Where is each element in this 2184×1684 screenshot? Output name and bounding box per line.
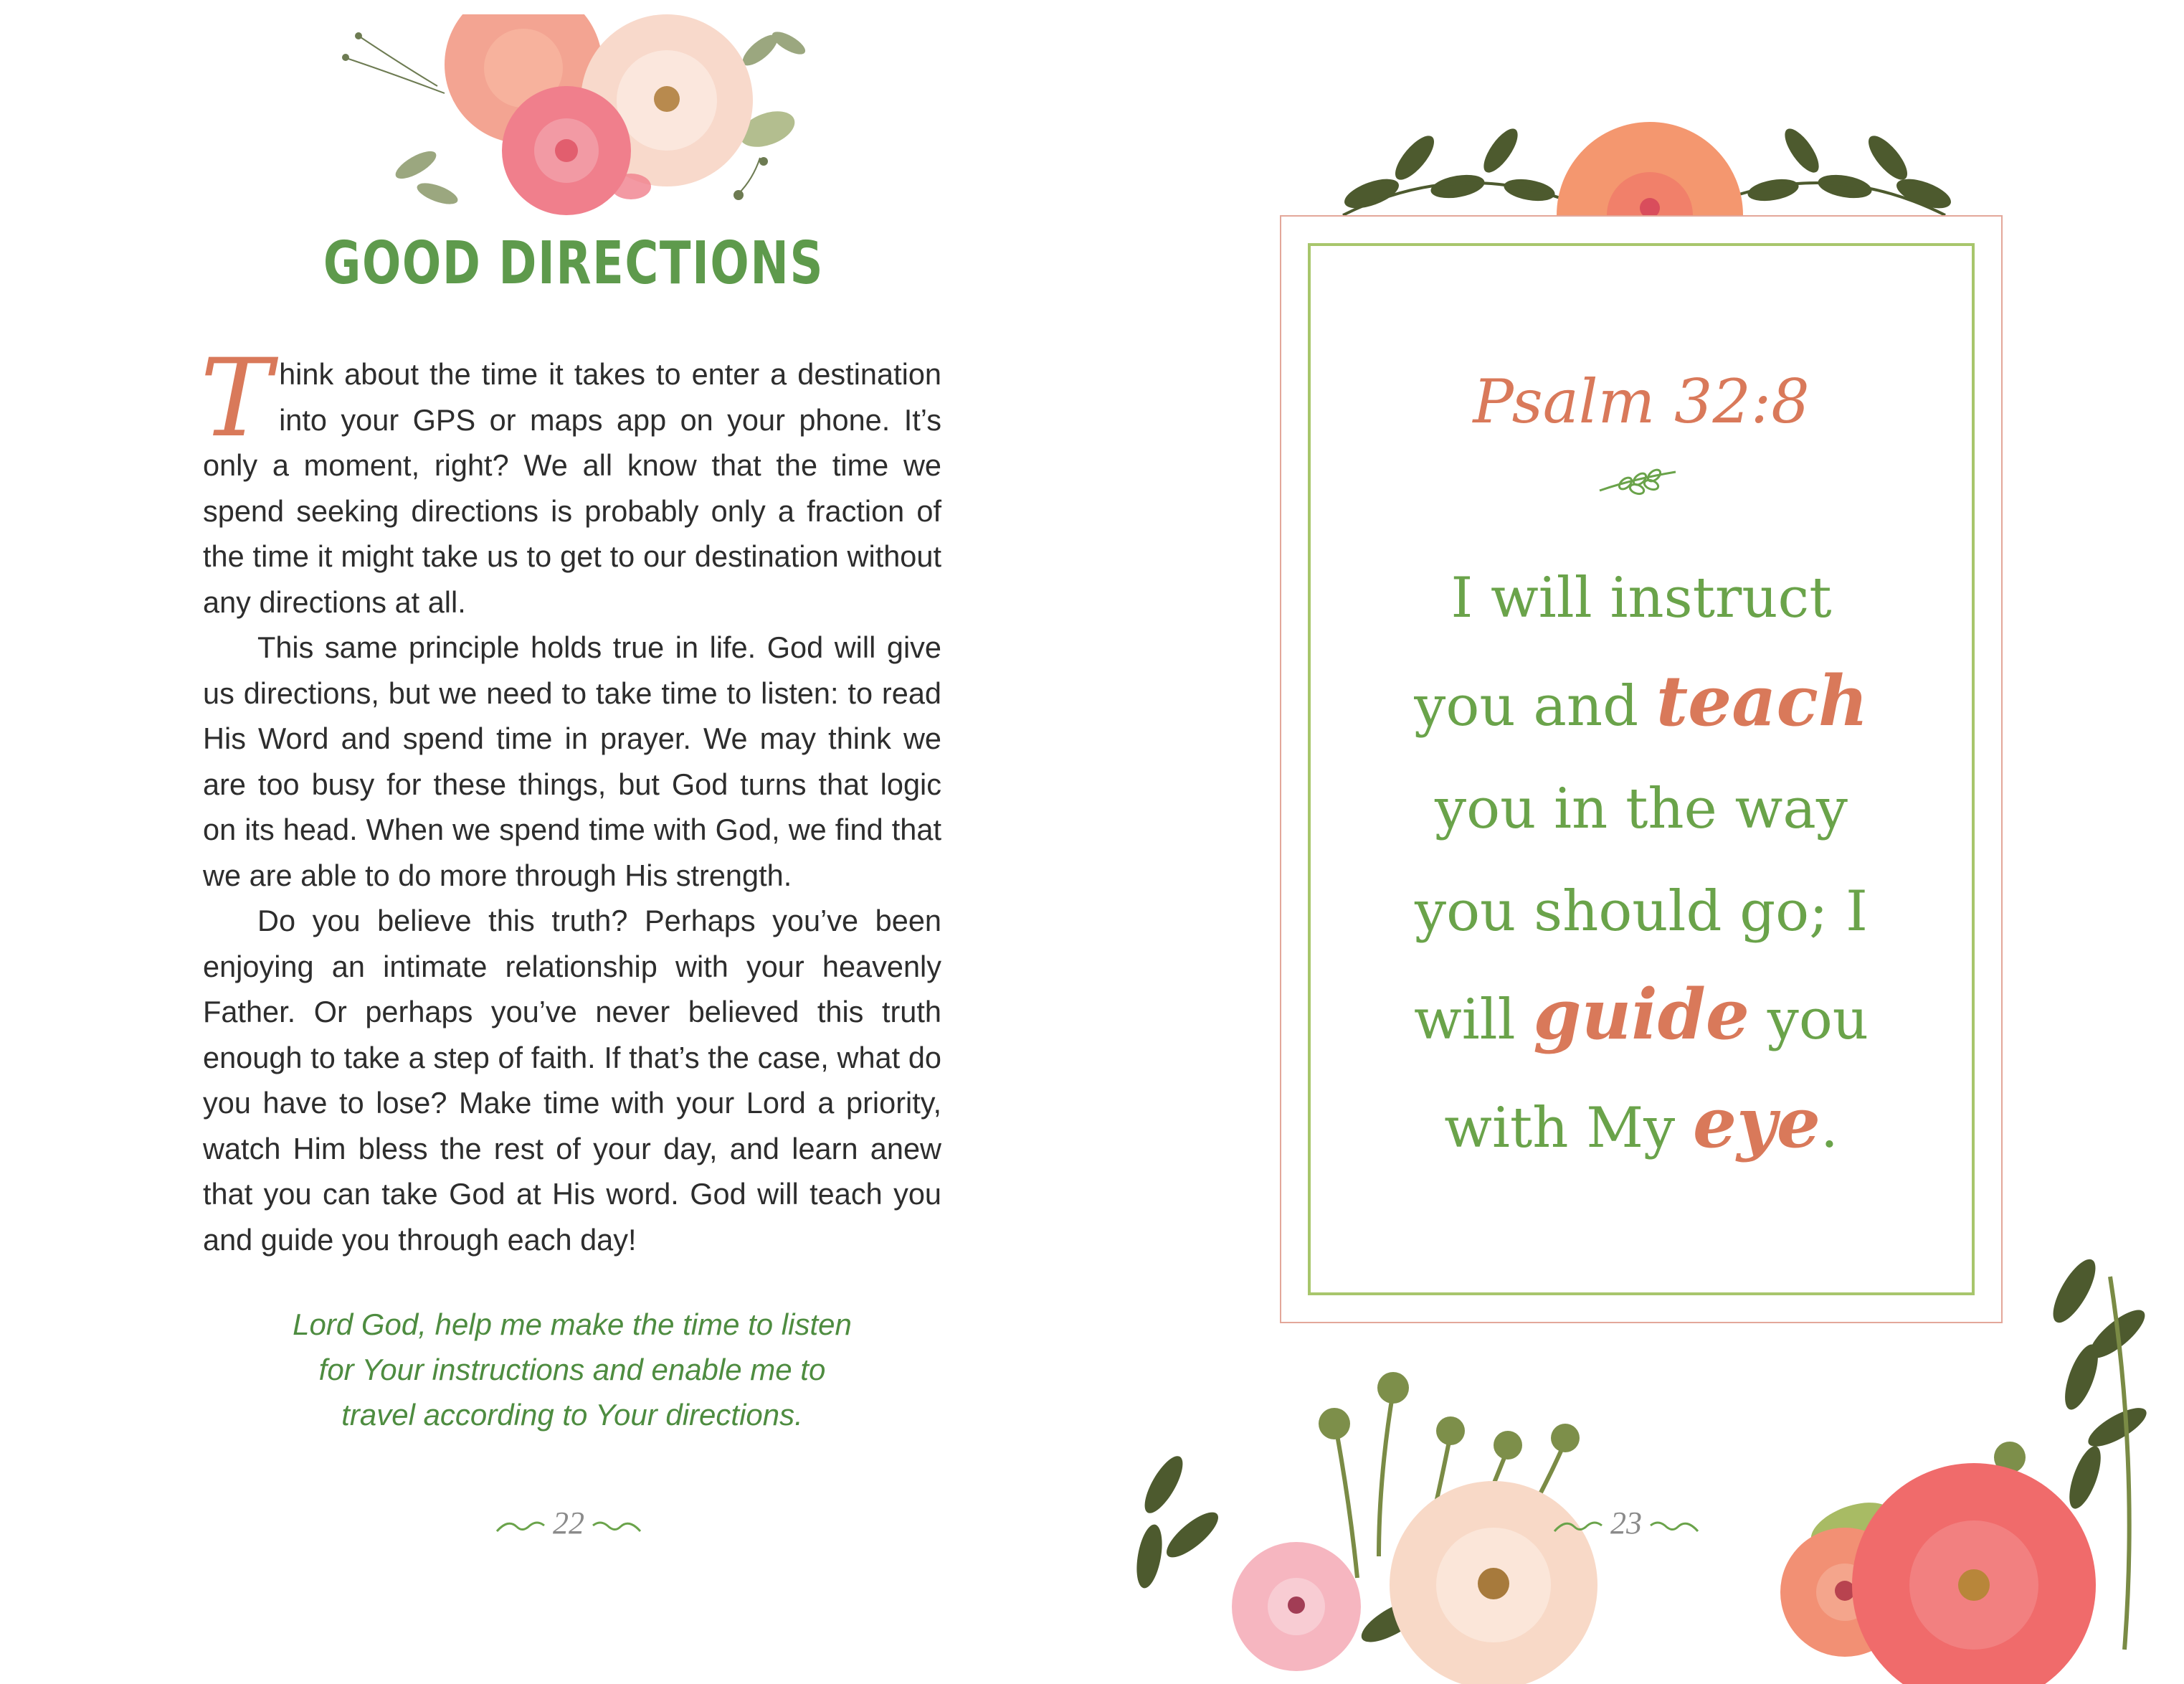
verse-line-1: I will instruct (1451, 566, 1832, 630)
devotional-body (200, 336, 941, 1262)
page-number-right: 23 (1547, 1505, 1705, 1541)
scripture-card-inner-border (1308, 243, 1975, 1295)
scripture-reference: Psalm 32:8 (1473, 366, 1810, 437)
page-title: GOOD DIRECTIONS (323, 230, 825, 298)
scripture-card (1280, 215, 2003, 1323)
paragraph-1-text: hink about the time it takes to enter a destination into your GPS or maps app on your phone. It’s only a moment, right? We all know that the time we spend seeking directions is probably only a fraction of the time it might take us to get to our destination without any directions at all. (203, 357, 941, 619)
paragraph-1 (200, 336, 941, 625)
prayer-line-1: Lord God, help me make the time to listen (293, 1307, 852, 1341)
floral-header-illustration (330, 14, 832, 230)
right-page (1092, 0, 2184, 1684)
drop-cap: T (200, 336, 272, 461)
emphasis-eye: eye (1693, 1082, 1820, 1163)
swirl-ornament-icon (1649, 1515, 1699, 1537)
swirl-ornament-icon (1553, 1515, 1603, 1537)
verse-line-2: you and teach (1414, 661, 1869, 742)
paragraph-2: This same principle holds true in life. God will give us directions, but we need to take time to listen: to read His Word and spend time in prayer. We may think we are too busy for these things, but God turns that logic on its head. When we spend time with God, we find that we are able to do more through His strength. (203, 630, 941, 892)
swirl-ornament-icon (495, 1515, 546, 1537)
page-number-left: 22 (490, 1505, 647, 1541)
floral-wreath-top-illustration (1329, 108, 1960, 222)
emphasis-guide: guide (1533, 974, 1749, 1055)
verse-line-3: you in the way (1435, 777, 1848, 841)
prayer (203, 1302, 941, 1437)
leaf-divider-icon (1597, 465, 1686, 501)
paragraph-3: Do you believe this truth? Perhaps you’ve been enjoying an intimate relationship with your heavenly Father. Or perhaps you’ve never believed this truth enough to take a step of faith. If that’s the case, what do you have to lose? Make time with your Lord a priority, watch Him bless the rest of your day, and learn anew that you can take God at His word. God will teach you and guide you through each day! (203, 904, 941, 1257)
swirl-ornament-icon (592, 1515, 642, 1537)
emphasis-teach: teach (1656, 661, 1869, 742)
verse-line-6: with My eye. (1444, 1082, 1838, 1163)
prayer-line-2: for Your instructions and enable me to (318, 1353, 826, 1386)
verse-line-4: you should go; I (1415, 879, 1868, 944)
scripture-verse (1311, 547, 1972, 1180)
prayer-line-3: travel according to Your directions. (341, 1398, 803, 1432)
verse-line-5: will guide you (1413, 974, 1869, 1055)
floral-footer-illustration (1121, 1248, 2153, 1684)
